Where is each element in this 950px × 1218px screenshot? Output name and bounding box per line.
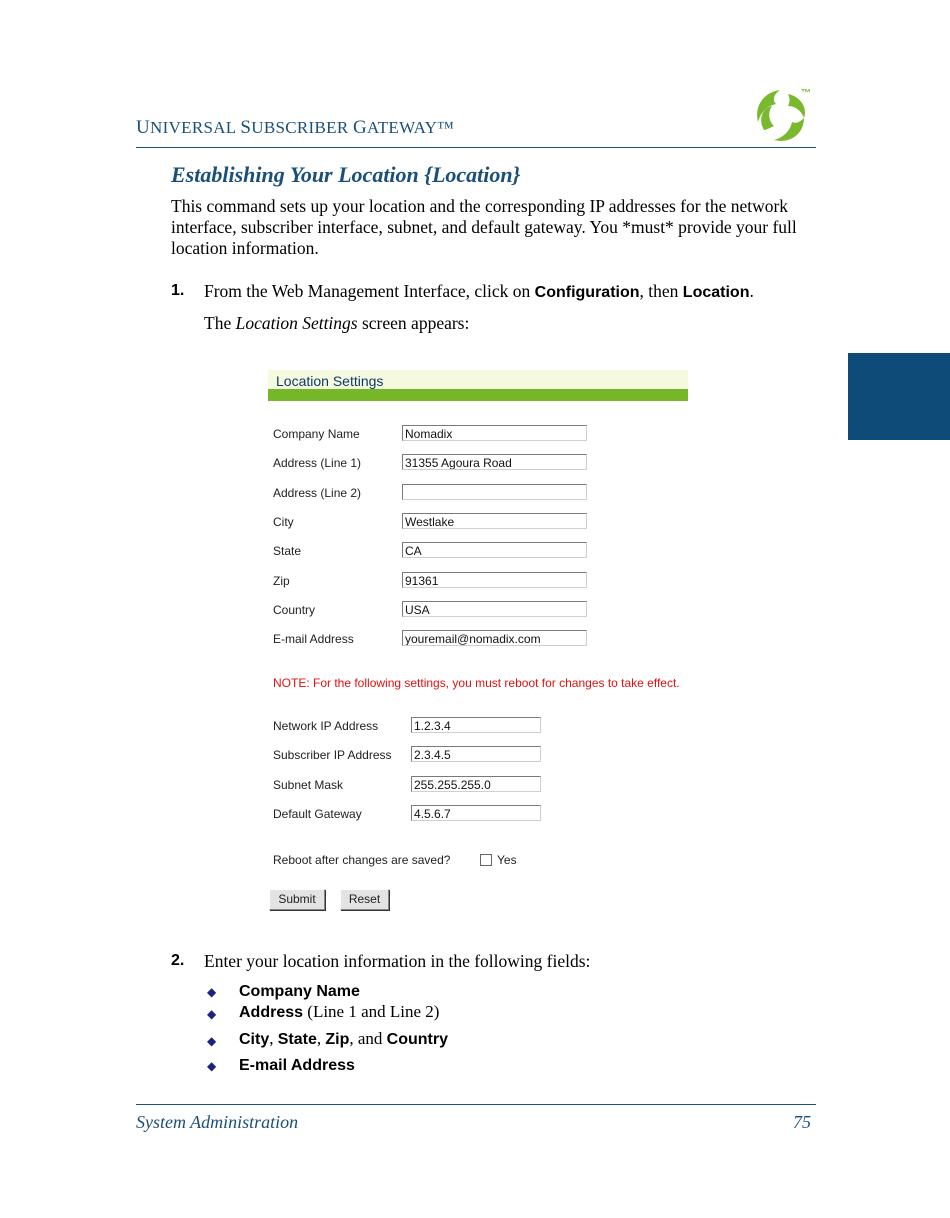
header-initial-s: S <box>240 117 252 138</box>
step-1-text-post: . <box>749 281 754 301</box>
location-settings-screenshot <box>268 368 688 913</box>
bullet-sep-1: , <box>269 1029 278 1048</box>
zip-field[interactable]: 91361 <box>402 572 587 588</box>
step-1-number: 1. <box>171 282 185 299</box>
bullet-and: , and <box>349 1029 387 1048</box>
label-company-name: Company Name <box>273 427 360 441</box>
step-1-text-pre: From the Web Management Interface, click on <box>204 281 535 301</box>
network-ip-field[interactable]: 1.2.3.4 <box>411 717 541 733</box>
footer-chapter: System Administration <box>136 1112 299 1132</box>
step-2-number: 2. <box>171 952 185 969</box>
label-address-line-2: Address (Line 2) <box>273 486 362 500</box>
nomadix-logo-icon <box>750 84 820 146</box>
step-1-sub-post: screen appears: <box>357 313 470 333</box>
bullet-address <box>239 1002 439 1022</box>
header-initial-g: G <box>353 117 368 138</box>
label-default-gateway: Default Gateway <box>273 807 362 821</box>
state-field[interactable]: CA <box>402 542 587 558</box>
header-word-ubscriber: UBSCRIBER <box>251 118 354 137</box>
bullet-company-name <box>239 981 360 1001</box>
submit-button[interactable]: Submit <box>269 889 325 910</box>
bullet-icon: ◆ <box>207 1007 217 1021</box>
bullet-icon: ◆ <box>207 985 217 999</box>
bullet-zip: Zip <box>325 1031 350 1048</box>
reboot-yes-label: Yes <box>497 853 517 867</box>
bullet-icon: ◆ <box>207 1034 217 1048</box>
header-word-ateway: ATEWAY™ <box>367 118 455 137</box>
chapter-tab <box>848 353 950 440</box>
bullet-company-name-text: Company Name <box>239 983 360 1000</box>
header-rule <box>136 147 816 148</box>
label-state: State <box>273 544 302 558</box>
screen-green-bar <box>268 389 688 401</box>
bullet-country: Country <box>386 1031 448 1048</box>
subscriber-ip-field[interactable]: 2.3.4.5 <box>411 746 541 762</box>
label-country: Country <box>273 603 316 617</box>
country-field[interactable]: USA <box>402 601 587 617</box>
label-network-ip: Network IP Address <box>273 719 379 733</box>
reset-button[interactable]: Reset <box>340 889 389 910</box>
step-1-configuration: Configuration <box>534 284 640 301</box>
default-gateway-field[interactable]: 4.5.6.7 <box>411 805 541 821</box>
step-1-location: Location <box>682 284 750 301</box>
logo-trademark: ™ <box>801 88 811 99</box>
company-name-field[interactable]: Nomadix <box>402 425 587 441</box>
email-field[interactable]: youremail@nomadix.com <box>402 630 587 646</box>
label-subnet-mask: Subnet Mask <box>273 778 344 792</box>
step-1-sub-pre: The <box>204 313 236 333</box>
bullet-state: State <box>277 1031 317 1048</box>
bullet-address-rest: (Line 1 and Line 2) <box>303 1002 440 1021</box>
bullet-address-bold: Address <box>239 1004 304 1021</box>
address-line-2-field[interactable] <box>402 484 587 500</box>
bullet-sep-2: , <box>316 1029 326 1048</box>
step-2-text: Enter your location information in the following fields: <box>204 951 591 971</box>
screen-title-bar <box>268 370 688 389</box>
bullet-city: City <box>239 1031 270 1048</box>
label-subscriber-ip: Subscriber IP Address <box>273 748 392 762</box>
label-email: E-mail Address <box>273 632 354 646</box>
label-zip: Zip <box>273 574 290 588</box>
bullet-email-text: E-mail Address <box>239 1057 355 1074</box>
step-1-text-mid: , then <box>639 281 683 301</box>
header-initial-u: U <box>136 117 151 138</box>
intro-paragraph: This command sets up your location and the corresponding IP addresses for the network interface, subscriber interface, subnet, and default gateway. You *must* provide your full location information. <box>171 196 797 258</box>
step-1-sub-italic: Location Settings <box>235 313 358 333</box>
footer-rule <box>136 1104 816 1105</box>
running-header <box>136 117 454 139</box>
bullet-email <box>239 1055 355 1075</box>
bullet-icon: ◆ <box>207 1059 217 1073</box>
label-city: City <box>273 515 294 529</box>
page-number: 75 <box>793 1112 811 1132</box>
city-field[interactable]: Westlake <box>402 513 587 529</box>
reboot-checkbox[interactable] <box>480 854 492 866</box>
address-line-1-field[interactable]: 31355 Agoura Road <box>402 454 587 470</box>
label-address-line-1: Address (Line 1) <box>273 456 362 470</box>
bullet-city-state <box>239 1029 448 1049</box>
section-title: Establishing Your Location {Location} <box>171 162 521 187</box>
step-1-subtext <box>204 313 469 334</box>
reboot-note: NOTE: For the following settings, you must reboot for changes to take effect. <box>273 676 680 690</box>
subnet-mask-field[interactable]: 255.255.255.0 <box>411 776 541 792</box>
label-reboot: Reboot after changes are saved? <box>273 853 451 867</box>
step-1-text <box>204 281 754 302</box>
screen-title: Location Settings <box>276 373 384 389</box>
header-word-niversal: NIVERSAL <box>150 118 241 137</box>
